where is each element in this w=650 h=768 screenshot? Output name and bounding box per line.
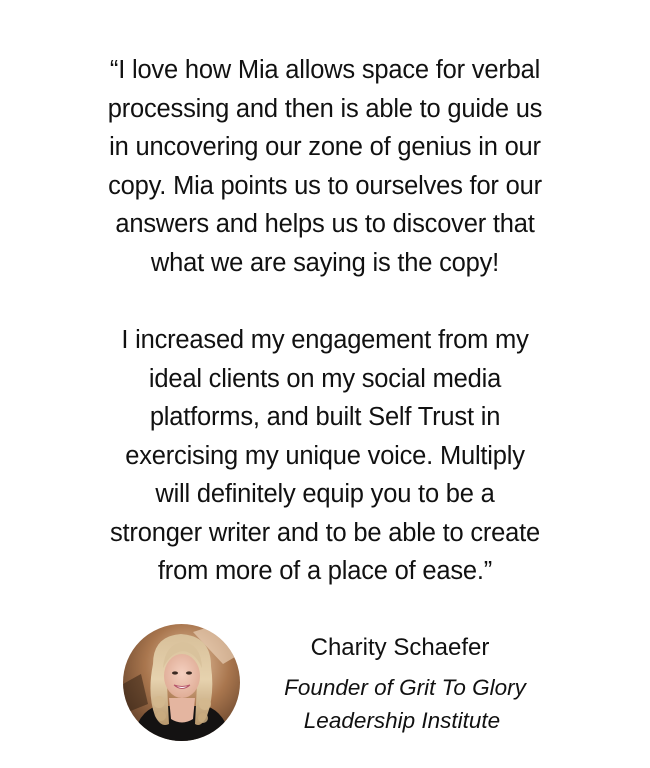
quote-line: what we are saying is the copy!: [150, 248, 500, 277]
testimonial-paragraph-1: [60, 51, 590, 282]
quote-line: processing and then is able to guide us: [107, 94, 543, 123]
quote-line: platforms, and built Self Trust in: [149, 403, 501, 431]
quote-line: I increased my engagement from my: [121, 326, 529, 354]
quote-line: copy. Mia points us to ourselves for our: [108, 171, 542, 200]
quote-line: ideal clients on my social media: [148, 364, 502, 393]
quote-line: from more of a place of ease.”: [157, 557, 493, 585]
author-title-line-2: Leadership Institute: [303, 708, 501, 733]
portrait-photo-icon: [123, 624, 240, 741]
quote-line: will definitely equip you to be a: [155, 480, 495, 508]
quote-line: in uncovering our zone of genius in our: [109, 133, 541, 161]
avatar: [123, 624, 240, 741]
author-name: Charity Schaefer: [310, 634, 490, 661]
quote-line: exercising my unique voice. Multiply: [125, 441, 525, 470]
quote-line: answers and helps us to discover that: [115, 210, 535, 238]
testimonial-paragraph-2: [60, 321, 590, 591]
quote-line: stronger writer and to be able to create: [110, 518, 540, 547]
quote-line: “I love how Mia allows space for verbal: [109, 56, 541, 84]
author-title-line-1: Founder of Grit To Glory: [284, 675, 526, 700]
